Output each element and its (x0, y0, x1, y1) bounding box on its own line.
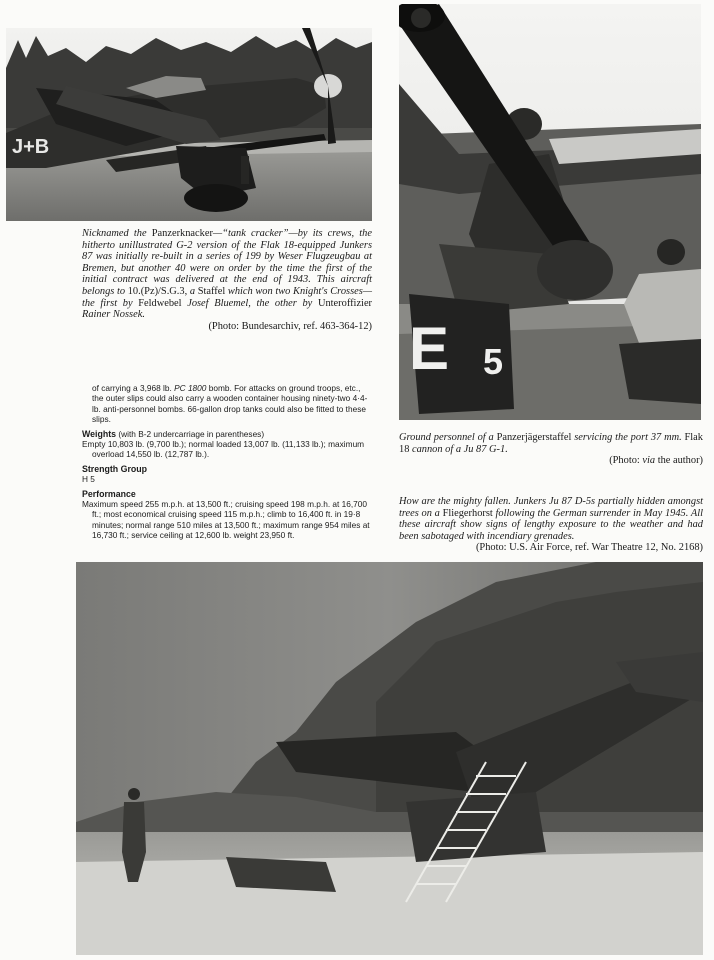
heading-text: Weights (82, 428, 117, 439)
credit-text: (Photo: (609, 455, 643, 467)
spec-text: of carrying a 3,968 lb. (92, 383, 175, 393)
performance-body: Maximum speed 255 m.p.h. at 13,500 ft.; cruising speed 198 m.p.h. at 16,700 ft.; most economical cruising speed 115 m.p.h.; climb to 16,400 ft. in 19·8 minutes; normal range 510 miles at 13,500 ft.; maximum range 954 miles at 16,730 ft.; service ceiling at 12,600 lb. weight 23,950 ft. (82, 499, 370, 541)
caption-panzerknacker (82, 228, 372, 332)
caption-text: Rainer Nossek. (82, 309, 145, 321)
caption-text: Josef Bluemel, the other by (181, 297, 318, 309)
caption-text: following the German surrender in May 1945. All these aircraft show signs of lengthy exposure to the weather and had been sabotaged with incendiary grenades. (399, 507, 703, 542)
caption-unit: 10.(Pz)/S.G.3, (127, 285, 188, 297)
strength-heading: Strength Group (82, 463, 147, 474)
caption-rank: Feldwebel (138, 297, 182, 309)
caption-mighty-fallen (399, 496, 703, 554)
caption-unit: Panzerjägerstaffel (496, 432, 572, 443)
heading-note: (with B-2 undercarriage in parentheses) (116, 428, 265, 439)
aircraft-code-marking: J+B (12, 136, 50, 158)
strength-body: H 5 (82, 474, 95, 485)
caption-text: a (187, 285, 198, 297)
caption-text: servicing the port 37 mm. (571, 432, 685, 443)
spec-text: bomb. For attacks on ground troops, etc., the outer slips could also carry a wooden container housing ninety-two 4·4-lb. anti-personnel bombs. 66-gallon drop tanks could also be fitted to these slips. (92, 383, 368, 425)
armament-paragraph (82, 383, 374, 425)
caption-ground-personnel (399, 432, 703, 467)
marking-letter: E (409, 315, 450, 382)
caption-text: which won two Knight's Crosses—the first by (82, 285, 373, 309)
credit-via: via (642, 455, 656, 467)
caption-rank: Unteroffizier (317, 297, 373, 309)
caption-text-roman: Staffel (197, 285, 226, 297)
performance-heading: Performance (82, 488, 136, 499)
weights-body: Empty 10,803 lb. (9,700 lb.); normal loaded 13,007 lb. (11,133 lb.); maximum overload 14,550 lb. (12,787 lb.). (82, 439, 365, 460)
caption-text: Ground personnel of a (399, 432, 497, 443)
specifications-block (82, 383, 374, 541)
photo-abandoned-ju87-d5 (76, 562, 703, 955)
photo-credit (399, 455, 703, 467)
caption-text: —“tank cracker”—by its crews, the hitherto unillustrated G-2 version of the Flak 18-equipped Junkers 87 was initially re-built in a series of 199 by Weser Flugzeugbau at Bremen, but another 40 were on order by the time the first of the initial contract was delivered at the end of 1943. This aircraft belongs to (82, 228, 372, 297)
bomb-designation: PC 1800 (174, 383, 207, 393)
credit-text: the author) (655, 455, 703, 467)
marking-number: 5 (483, 341, 504, 382)
caption-text: cannon of a Ju 87 G-1. (409, 443, 508, 455)
caption-text: How are the mighty fallen. Junkers Ju 87 D-5s partially hidden amongst trees on a (399, 496, 703, 519)
caption-text: Nicknamed the (82, 228, 152, 239)
photo-credit: (Photo: U.S. Air Force, ref. War Theatre 12, No. 2168) (475, 542, 703, 554)
photo-ju87-g2-taxiing (6, 28, 372, 221)
caption-text-roman: Panzerknacker (151, 228, 213, 239)
photo-ground-crew-flak18 (399, 4, 701, 420)
photo-credit: (Photo: Bundesarchiv, ref. 463-364-12) (208, 320, 372, 332)
caption-weapon: Flak 18 (399, 432, 703, 455)
weights-heading (82, 429, 374, 439)
caption-location: Fliegerhorst (442, 507, 493, 519)
